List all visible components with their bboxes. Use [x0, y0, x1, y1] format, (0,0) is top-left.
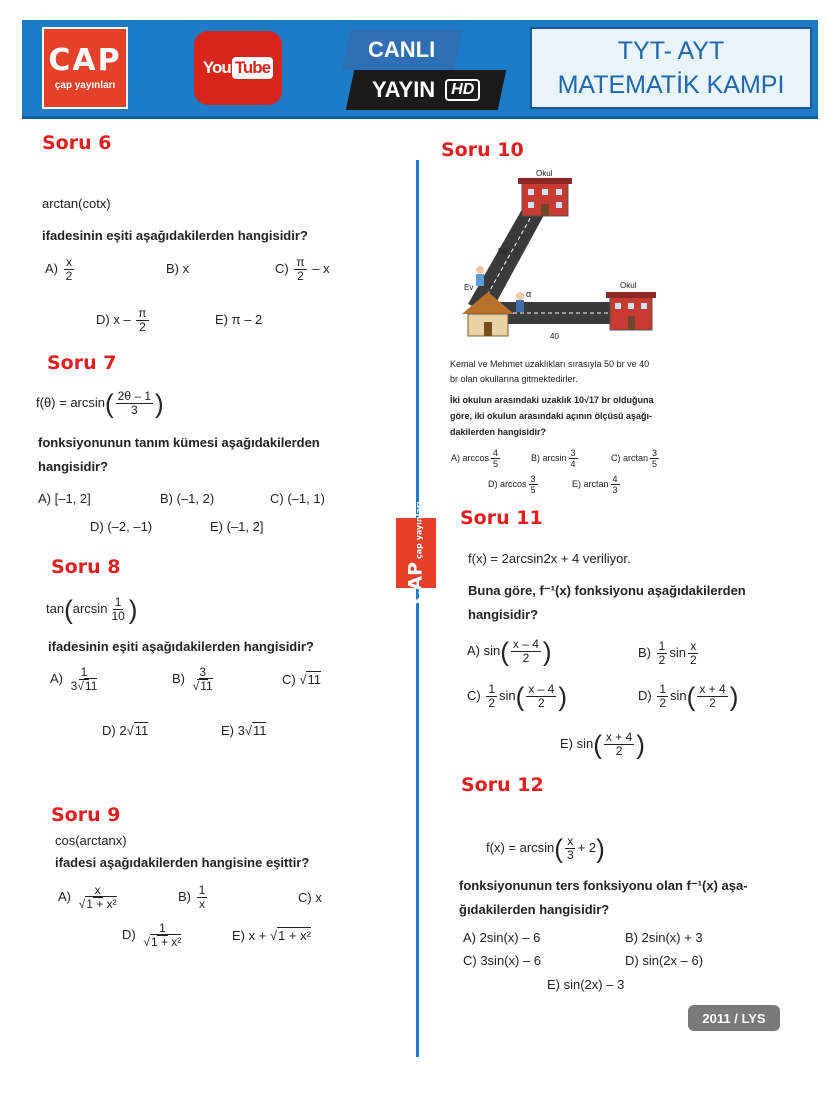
q12-option-b[interactable]: B) 2sin(x) + 3 — [625, 930, 703, 945]
q9-label: Soru 9 — [51, 804, 121, 826]
q8-option-b[interactable]: B) $\frac{3}{√11}$ — [172, 665, 213, 693]
q6-expression: arctan(cotx) — [42, 196, 111, 211]
hd-badge: HD — [445, 79, 480, 101]
q10-bold-line-2: göre, iki okulun arasındaki açının ölçüsü aşağı- — [450, 411, 653, 421]
q11-a-denominator: 2 — [522, 651, 530, 665]
q8-option-a-label: A) — [50, 670, 63, 686]
q8-label: Soru 8 — [51, 556, 121, 578]
q10-option-d[interactable] — [488, 474, 540, 495]
q10-a-numerator: 4 — [493, 448, 499, 458]
q8-option-c[interactable]: C) √11 — [282, 672, 321, 687]
q8-expr-inner: arcsin — [72, 600, 108, 616]
q10-option-b[interactable] — [531, 448, 580, 469]
q11-option-d[interactable]: D) $\frac{1}{2}$ sin( $\frac{x + 4}{2}$ ) — [638, 681, 739, 712]
q12-expr-numerator: x — [567, 834, 574, 848]
q9-question: ifadesi aşağıdakilerden hangisine eşittir? — [55, 855, 310, 870]
q6-option-c[interactable] — [275, 256, 330, 283]
q6-a-numerator: x — [65, 255, 72, 269]
camp-title-box — [530, 27, 812, 109]
q7-expr-head: f(θ) = arcsin — [36, 394, 105, 410]
cap-logo-subtitle: çap yayınları — [54, 79, 116, 91]
q6-d-numerator: π — [138, 306, 147, 320]
camp-title-line-1: TYT- AYT — [617, 37, 725, 65]
q11-option-a-label: A) sin — [467, 642, 501, 658]
q8-option-c-label: C) — [282, 672, 296, 687]
q6-a-denominator: 2 — [65, 269, 73, 283]
q10-option-a[interactable] — [451, 448, 502, 469]
q12-expr-head: f(x) = arcsin — [486, 839, 555, 855]
q8-a-den-coef: 3 — [70, 679, 78, 693]
q6-d-denominator: 2 — [139, 320, 146, 334]
q10-angle-alpha: α — [526, 289, 532, 299]
q7-question-line-2: hangisidir? — [38, 459, 109, 474]
q6-question: ifadesinin eşiti aşağıdakilerden hangisidir? — [42, 228, 308, 243]
q11-option-e[interactable]: E) sin( $\frac{x + 4}{2}$ ) — [560, 729, 645, 760]
q12-label: Soru 12 — [461, 774, 544, 796]
q7-option-c[interactable]: C) (–1, 1) — [270, 491, 325, 506]
q9-a-den-radicand: 1 + x² — [86, 897, 117, 911]
q11-option-b-label: B) — [638, 644, 651, 660]
q6-label: Soru 6 — [42, 132, 112, 154]
youtube-logo[interactable] — [194, 31, 282, 105]
q6-option-d[interactable] — [96, 307, 151, 334]
q10-option-e-label: E) arctan — [572, 478, 609, 489]
q12-question-line-2: ğıdakilerden hangisidir? — [459, 902, 610, 917]
q10-option-b-label: B) arcsin — [531, 452, 567, 463]
q11-c-numerator: x – 4 — [528, 682, 555, 696]
q8-question: ifadesinin eşiti aşağıdakilerden hangisidir? — [48, 639, 314, 654]
q11-e-numerator: x + 4 — [605, 730, 633, 744]
q12-question-line-1: fonksiyonunun ters fonksiyonu olan f⁻¹(x) aşa- — [459, 878, 748, 893]
q11-a-numerator: x – 4 — [512, 637, 539, 651]
q10-option-c[interactable] — [611, 448, 661, 469]
q9-e-radicand: 1 + x² — [278, 928, 311, 943]
q9-option-c[interactable]: C) x — [298, 890, 322, 905]
q8-expr-numerator: 1 — [114, 595, 122, 609]
q6-option-d-label: D) x – — [96, 311, 131, 327]
q10-text-line-2: br olan okullarına gitmektedirler. — [450, 374, 578, 384]
q7-option-a[interactable]: A) [–1, 2] — [38, 491, 91, 506]
q7-label: Soru 7 — [47, 352, 117, 374]
q10-bold-line-1: İki okulun arasındaki uzaklık 10√17 br olduğuna — [450, 395, 654, 405]
q10-d-numerator: 3 — [530, 474, 536, 484]
q11-d-numerator: x + 4 — [699, 682, 726, 696]
q8-option-e-label: E) 3 — [221, 723, 245, 738]
live-badge-bottom — [346, 70, 507, 110]
side-logo-subtitle: çap yayınları — [415, 501, 425, 559]
q10-e-numerator: 4 — [612, 474, 618, 484]
q10-home-label: Ev — [464, 283, 474, 292]
q10-option-d-label: D) arccos — [488, 478, 527, 489]
q6-option-a[interactable] — [45, 256, 76, 283]
q11-option-a[interactable]: A) sin( $\frac{x - 4}{2}$ ) — [467, 636, 552, 667]
q11-c-coef-denominator: 2 — [488, 696, 496, 710]
q7-option-b[interactable]: B) (–1, 2) — [160, 491, 215, 506]
q8-e-radicand: 11 — [252, 723, 267, 738]
q9-option-a-label: A) — [58, 888, 71, 904]
q6-c-numerator: π — [296, 255, 305, 269]
q9-b-denominator: x — [198, 897, 205, 911]
q7-option-d[interactable]: D) (–2, –1) — [90, 519, 153, 534]
q11-option-c-label: C) — [467, 687, 481, 703]
side-cap-logo — [396, 501, 436, 605]
q10-a-denominator: 5 — [493, 459, 499, 469]
q11-c-sin: sin — [499, 687, 516, 703]
q8-option-a[interactable]: A) $\frac{1}{3√11}$ — [50, 665, 98, 693]
q11-option-d-label: D) — [638, 687, 652, 703]
youtube-tube: Tube — [232, 57, 273, 79]
q7-expr-numerator: 2θ – 1 — [117, 389, 152, 403]
q11-d-coef-numerator: 1 — [659, 682, 667, 696]
column-divider — [416, 160, 419, 1057]
q11-label: Soru 11 — [460, 507, 543, 529]
q11-question-line-1: Buna göre, f⁻¹(x) fonksiyonu aşağıdakilerden — [468, 583, 746, 598]
live-text: CANLI — [368, 37, 436, 62]
q11-d-coef-denominator: 2 — [659, 696, 667, 710]
q6-c-denominator: 2 — [297, 269, 304, 283]
q9-option-b[interactable] — [178, 884, 209, 911]
live-badge-top — [342, 30, 463, 70]
q9-option-d-label: D) — [122, 926, 136, 942]
q10-d-denominator: 5 — [530, 485, 536, 495]
q9-option-b-label: B) — [178, 888, 191, 904]
q8-a-den-radicand: 11 — [84, 679, 98, 693]
q9-option-e-label: E) x + — [232, 928, 267, 943]
q10-text-line-1: Kemal ve Mehmet uzaklıkları sırasıyla 50 br ve 40 — [450, 359, 650, 369]
q12-option-c[interactable]: C) 3sin(x) – 6 — [463, 953, 542, 968]
q6-option-b[interactable]: B) x — [166, 261, 190, 276]
q10-option-a-label: A) arccos — [451, 452, 490, 463]
q9-d-numerator: 1 — [158, 921, 166, 935]
q10-e-denominator: 3 — [612, 485, 618, 495]
q10-bold-line-3: dakilerden hangisidir? — [450, 427, 547, 437]
q10-distance-40: 40 — [550, 332, 559, 341]
q8-option-d-label: D) 2 — [102, 723, 127, 738]
q10-school-2-label: Okul — [620, 281, 637, 290]
q11-option-b[interactable] — [638, 640, 701, 667]
q10-figure — [450, 164, 680, 344]
q9-option-d[interactable]: D) $\frac{1}{\text{√1 + x²}}$ — [122, 921, 182, 949]
q6-c-tail: – x — [312, 260, 330, 276]
q8-expr-denominator: 10 — [111, 609, 125, 623]
q10-b-denominator: 4 — [570, 459, 576, 469]
q10-b-numerator: 3 — [570, 448, 576, 458]
q8-option-e[interactable]: E) 3√11 — [221, 723, 267, 738]
q7-option-e[interactable]: E) (–1, 2] — [210, 519, 264, 534]
q11-b-coef-denominator: 2 — [658, 653, 666, 667]
q12-option-d[interactable]: D) sin(2x – 6) — [625, 953, 704, 968]
q11-option-c[interactable]: C) $\frac{1}{2}$ sin( $\frac{x - 4}{2}$ ) — [467, 681, 568, 712]
q10-c-denominator: 5 — [652, 459, 658, 469]
q10-option-e[interactable] — [572, 474, 622, 495]
q7-expression: f(θ) = arcsin( $\frac{2\theta - 1}{3}$ ) — [36, 388, 164, 419]
q12-expr-denominator: 3 — [566, 848, 574, 862]
q9-a-numerator: x — [94, 883, 101, 897]
q6-option-e[interactable]: E) π – 2 — [215, 312, 263, 327]
q9-option-a[interactable]: A) $\frac{x}{\text{√1 + x²}}$ — [58, 883, 117, 911]
q6-option-a-label: A) — [45, 260, 58, 276]
q6-option-c-label: C) — [275, 260, 289, 276]
cap-logo-text: CAP — [48, 42, 122, 78]
q8-option-b-label: B) — [172, 670, 185, 686]
q8-a-numerator: 1 — [80, 665, 88, 679]
q10-option-c-label: C) arctan — [611, 452, 649, 463]
q11-option-e-label: E) sin — [560, 735, 594, 751]
q8-b-numerator: 3 — [199, 665, 206, 679]
q11-e-denominator: 2 — [615, 744, 623, 758]
q8-expr-head: tan — [46, 600, 65, 616]
q8-b-den-radicand: 11 — [200, 679, 213, 693]
q11-given: f(x) = 2arcsin2x + 4 veriliyor. — [468, 551, 631, 566]
q12-expr-tail: + 2 — [577, 839, 597, 855]
q8-d-radicand: 11 — [134, 723, 149, 738]
q10-c-numerator: 3 — [652, 448, 658, 458]
q10-distance-50: 50 — [498, 247, 507, 256]
q10-school-1-label: Okul — [536, 169, 553, 178]
q11-b-denominator: 2 — [689, 653, 697, 667]
q7-expr-denominator: 3 — [131, 403, 138, 417]
q9-option-e[interactable]: E) x + √1 + x² — [232, 928, 311, 943]
youtube-you: You — [202, 58, 231, 77]
q8-c-radicand: 11 — [307, 672, 321, 687]
q11-question-line-2: hangisidir? — [468, 607, 539, 622]
side-logo-text: CAP — [405, 561, 428, 605]
q12-expression: f(x) = arcsin( $\frac{x}{3}$ + 2) — [486, 833, 605, 864]
q11-d-denominator: 2 — [709, 696, 716, 710]
q12-option-a[interactable]: A) 2sin(x) – 6 — [463, 930, 541, 945]
q11-b-coef-numerator: 1 — [658, 639, 666, 653]
q10-label: Soru 10 — [441, 139, 524, 161]
q11-b-sin: sin — [669, 644, 686, 660]
q7-question-line-1: fonksiyonunun tanım kümesi aşağıdakilerden — [38, 435, 320, 450]
q8-expression: tan(arcsin $\frac{1}{10}$ ) — [46, 594, 138, 625]
q9-d-den-radicand: 1 + x² — [150, 935, 182, 949]
q11-c-denominator: 2 — [537, 696, 545, 710]
q9-expression: cos(arctanx) — [55, 833, 127, 848]
q9-b-numerator: 1 — [198, 883, 206, 897]
q11-c-coef-numerator: 1 — [488, 682, 496, 696]
q11-b-numerator: x — [690, 639, 697, 653]
broadcast-text: YAYIN — [371, 77, 436, 102]
q12-option-e[interactable]: E) sin(2x) – 3 — [547, 977, 625, 992]
exam-year-badge: 2011 / LYS — [688, 1005, 780, 1031]
camp-title-line-2: MATEMATİK KAMPI — [557, 71, 785, 99]
road-1 — [468, 204, 550, 314]
cap-logo — [42, 27, 128, 109]
q11-d-sin: sin — [670, 687, 687, 703]
q8-option-d[interactable]: D) 2√11 — [102, 723, 149, 738]
